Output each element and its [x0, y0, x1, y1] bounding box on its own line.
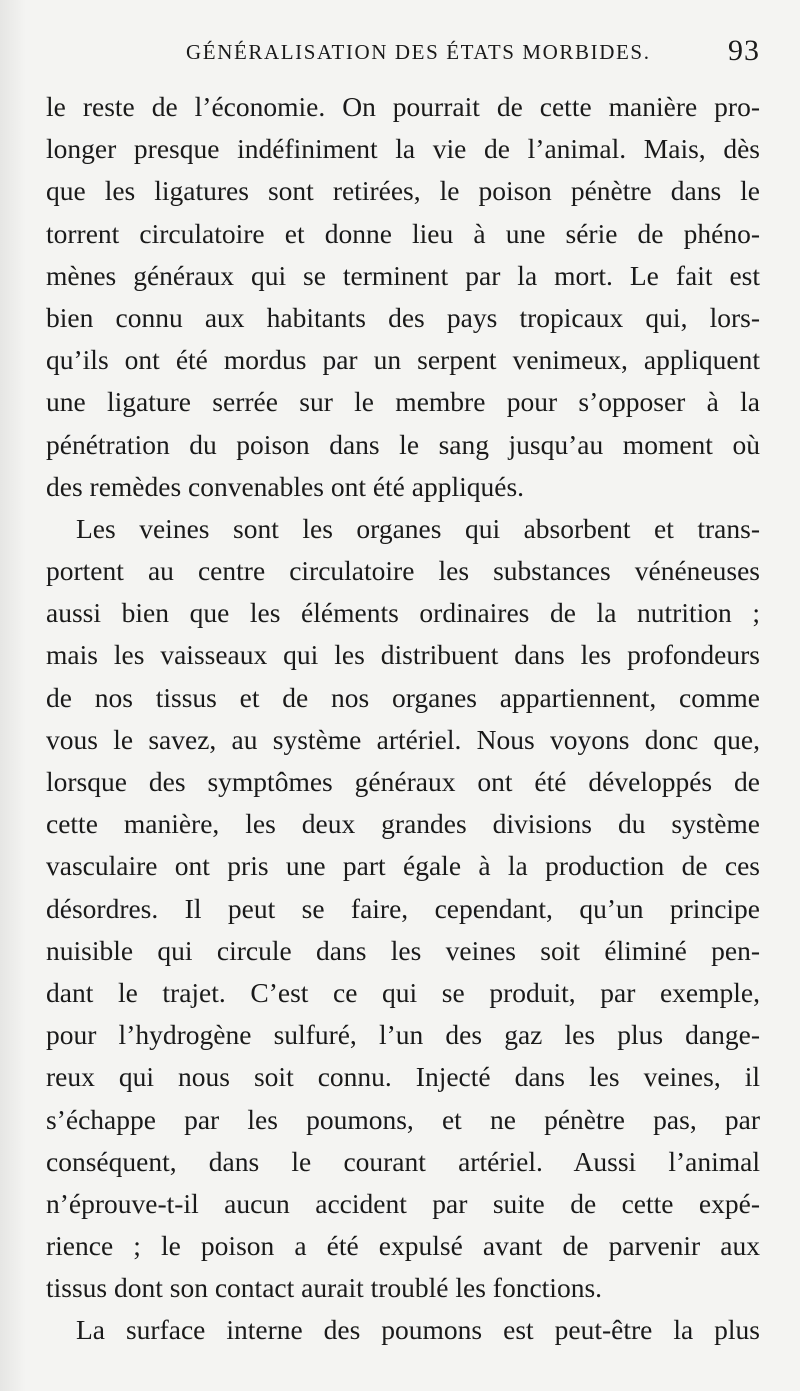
text-line: cette manière, les deux grandes divisions du système: [46, 808, 760, 840]
text-line: longer presque indéfiniment la vie de l’animal. Mais, dès: [46, 133, 760, 165]
text-line: rience ; le poison a été expulsé avant de parvenir aux: [46, 1230, 760, 1262]
text-line: tissus dont son contact aurait troublé les fonctions.: [46, 1272, 603, 1304]
text-line: de nos tissus et de nos organes appartiennent, comme: [46, 681, 760, 713]
text-line: portent au centre circulatoire les substances vénéneuses: [46, 555, 760, 587]
text-line: pénétration du poison dans le sang jusqu’au moment où: [46, 428, 760, 460]
page-number: 93: [728, 34, 760, 67]
body-text: [46, 86, 760, 1352]
text-line: n’éprouve-t-il aucun accident par suite de cette expé-: [46, 1187, 760, 1219]
running-title: GÉNÉRALISATION DES ÉTATS MORBIDES.: [186, 40, 651, 64]
text-line: vasculaire ont pris une part égale à la production de ces: [46, 850, 760, 882]
text-line: mènes généraux qui se terminent par la mort. Le fait est: [46, 259, 760, 291]
text-line: mais les vaisseaux qui les distribuent dans les profondeurs: [46, 639, 760, 671]
text-line: que les ligatures sont retirées, le poison pénètre dans le: [46, 175, 760, 207]
text-line: torrent circulatoire et donne lieu à une série de phéno-: [46, 217, 760, 249]
text-line: La surface interne des poumons est peut-être la plus: [76, 1314, 760, 1346]
paragraph: [46, 508, 760, 1310]
paragraph: [46, 86, 760, 508]
text-line: pour l’hydrogène sulfuré, l’un des gaz les plus dange-: [46, 1019, 760, 1051]
text-line: reux qui nous soit connu. Injecté dans les veines, il: [46, 1061, 760, 1093]
text-line: des remèdes convenables ont été appliqués.: [46, 470, 525, 502]
paragraph: [46, 1309, 760, 1351]
text-line: lorsque des symptômes généraux ont été développés de: [46, 766, 760, 797]
text-line: bien connu aux habitants des pays tropicaux qui, lors-: [46, 301, 760, 333]
running-header: [46, 30, 760, 70]
text-line: dant le trajet. C’est ce qui se produit, par exemple,: [46, 976, 760, 1008]
text-line: le reste de l’économie. On pourrait de cette manière pro-: [46, 91, 760, 122]
text-line: désordres. Il peut se faire, cependant, qu’un principe: [46, 892, 760, 924]
text-line: aussi bien que les éléments ordinaires de la nutrition ;: [46, 597, 760, 629]
text-line: qu’ils ont été mordus par un serpent venimeux, appliquent: [46, 344, 760, 376]
text-line: vous le savez, au système artériel. Nous voyons donc que,: [46, 723, 760, 755]
text-line: une ligature serrée sur le membre pour s’opposer à la: [46, 386, 760, 418]
text-line: nuisible qui circule dans les veines soit éliminé pen-: [46, 934, 760, 966]
text-line: conséquent, dans le courant artériel. Aussi l’animal: [46, 1145, 760, 1177]
text-line: Les veines sont les organes qui absorbent et trans-: [76, 512, 760, 544]
text-line: s’échappe par les poumons, et ne pénètre pas, par: [46, 1103, 760, 1135]
